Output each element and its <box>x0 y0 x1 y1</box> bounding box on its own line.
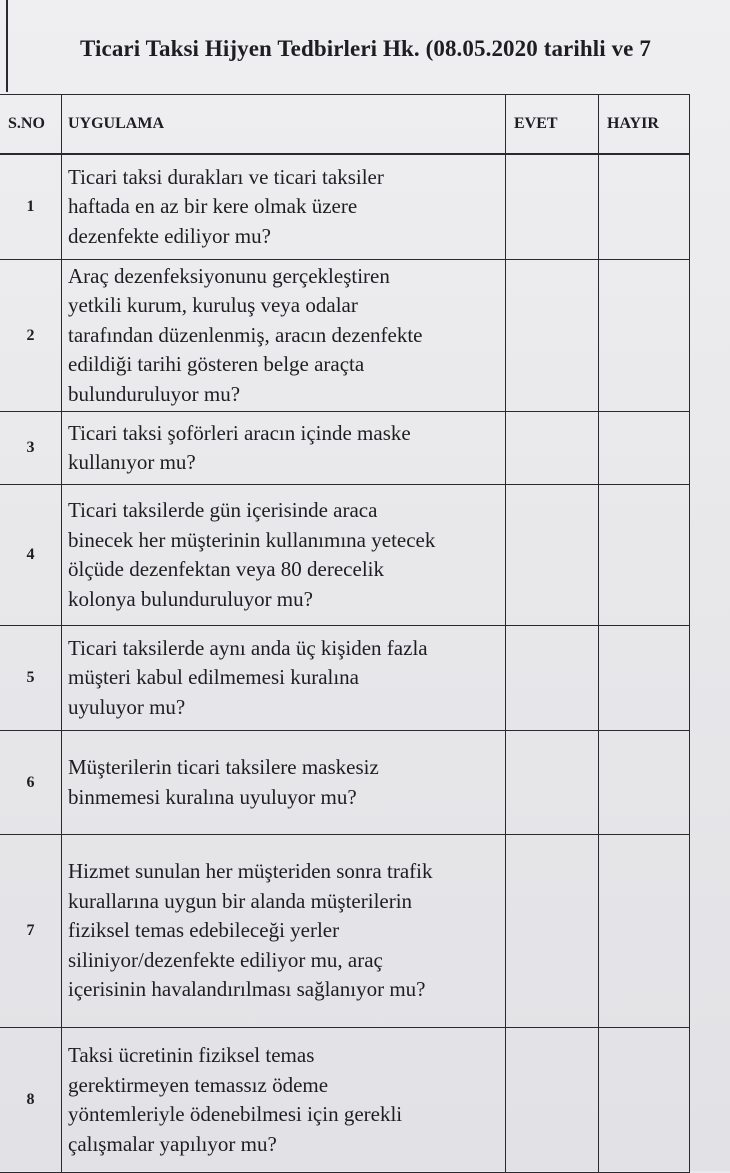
evet-checkbox-cell[interactable] <box>506 835 599 1027</box>
row-question: Hizmet sunulan her müşteriden sonra trafik kurallarına uygun bir alanda müşterilerin fiziksel temas edebileceği yerler siliniyor/dezenfekte ediliyor mu, araç içerisinin havalandırılması sağlanıyor mu? <box>62 835 506 1027</box>
header-evet: EVET <box>506 95 599 153</box>
row-question: Taksi ücretinin fiziksel temas gerektirmeyen temassız ödeme yöntemleriyle ödenebilmesi için gerekli çalışmalar yapılıyor mu? <box>62 1028 506 1172</box>
frame-border <box>6 0 8 92</box>
evet-checkbox-cell[interactable] <box>506 412 599 484</box>
table-row <box>0 835 690 1028</box>
evet-checkbox-cell[interactable] <box>506 485 599 625</box>
evet-checkbox-cell[interactable] <box>506 731 599 834</box>
row-question: Ticari taksilerde gün içerisinde araca binecek her müşterinin kullanımına yetecek ölçüde dezenfektan veya 80 derecelik kolonya bulunduruluyor mu? <box>62 485 506 625</box>
row-number: 1 <box>0 155 62 259</box>
row-question: Ticari taksi durakları ve ticari taksiler haftada en az bir kere olmak üzere dezenfekte ediliyor mu? <box>62 155 506 259</box>
hayir-checkbox-cell[interactable] <box>599 155 690 259</box>
evet-checkbox-cell[interactable] <box>506 1028 599 1172</box>
table-row <box>0 626 690 731</box>
evet-checkbox-cell[interactable] <box>506 626 599 730</box>
table-row <box>0 260 690 412</box>
evet-checkbox-cell[interactable] <box>506 155 599 259</box>
row-number: 5 <box>0 626 62 730</box>
row-number: 4 <box>0 485 62 625</box>
row-number: 6 <box>0 731 62 834</box>
checklist-table <box>0 94 690 1173</box>
hayir-checkbox-cell[interactable] <box>599 835 690 1027</box>
row-number: 2 <box>0 260 62 411</box>
evet-checkbox-cell[interactable] <box>506 260 599 411</box>
document-title: Ticari Taksi Hijyen Tedbirleri Hk. (08.05.2020 tarihli ve 7 <box>80 36 651 61</box>
row-question: Araç dezenfeksiyonunu gerçekleştiren yetkili kurum, kuruluş veya odalar tarafından düzenlenmiş, aracın dezenfekte edildiği tarihi gösteren belge araçta bulunduruluyor mu? <box>62 260 506 411</box>
row-number: 8 <box>0 1028 62 1172</box>
hayir-checkbox-cell[interactable] <box>599 485 690 625</box>
header-sno: S.NO <box>0 95 62 153</box>
row-question: Müşterilerin ticari taksilere maskesiz binmemesi kuralına uyuluyor mu? <box>62 731 506 834</box>
row-number: 3 <box>0 412 62 484</box>
hayir-checkbox-cell[interactable] <box>599 412 690 484</box>
header-hayir: HAYIR <box>599 95 690 153</box>
hayir-checkbox-cell[interactable] <box>599 626 690 730</box>
table-row <box>0 731 690 835</box>
table-row <box>0 485 690 626</box>
table-row <box>0 412 690 485</box>
row-number: 7 <box>0 835 62 1027</box>
table-row <box>0 155 690 260</box>
hayir-checkbox-cell[interactable] <box>599 731 690 834</box>
hayir-checkbox-cell[interactable] <box>599 1028 690 1172</box>
row-question: Ticari taksi şoförleri aracın içinde maske kullanıyor mu? <box>62 412 506 484</box>
row-question: Ticari taksilerde aynı anda üç kişiden fazla müşteri kabul edilmemesi kuralına uyuluyor mu? <box>62 626 506 730</box>
header-uygulama: UYGULAMA <box>62 95 506 153</box>
table-row <box>0 1028 690 1173</box>
table-header-row <box>0 94 690 155</box>
hayir-checkbox-cell[interactable] <box>599 260 690 411</box>
